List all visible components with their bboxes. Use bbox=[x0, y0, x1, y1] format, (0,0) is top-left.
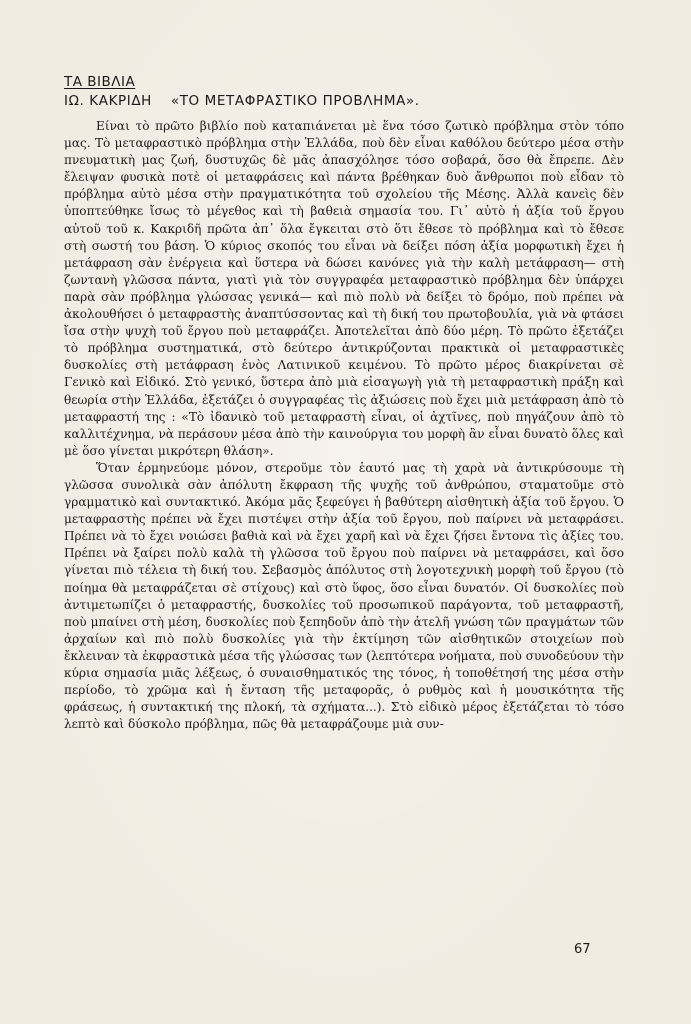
review-heading bbox=[64, 92, 624, 110]
page-number: 67 bbox=[574, 942, 591, 957]
body-paragraph-2: Ὅταν ἑρμηνεύομε μόνον, στεροῦμε τὸν ἑαυτό μας τὴ χαρὰ νὰ ἀντικρύσουμε τὴ γλῶσσα συνολικὰ σὰν ἀπόλυτη ἔκφραση τῆς ψυχῆς τοῦ ἀνθρώπου, σταματοῦμε στὸ γραμματικὸ καὶ συντακτικό. Ἀκόμα μᾶς ξεφεύγει ἡ βαθύτερη αἰσθητικὴ ἀξία τοῦ ἔργου. Ὁ μεταφραστὴς πρέπει νὰ ἔχει πιστέψει στὴν ἀξία τοῦ ἔργου, ποὺ παίρνει νὰ μεταφράσει. Πρέπει νὰ τὸ ἔχει νοιώσει βαθιὰ καὶ νὰ ἔχει χαρῆ καὶ νὰ ἔχει ζήσει ἔντονα τὶς ἀξίες του. Πρέπει νὰ ξαίρει πολὺ καλὰ τὴ γλῶσσα τοῦ ἔργου ποὺ παίρνει νὰ μεταφράσει, καὶ ὅσο γίνεται πιὸ τέλεια τὴ δική του. Σεβασμὸς ἀπόλυτος στὴ λογοτεχνικὴ μορφὴ τοῦ ἔργου (τὸ ποίημα θὰ μεταφράζεται σὲ στίχους) καὶ στὸ ὕφος, ὅσο εἶναι δυνατόν. Οἱ δυσκολίες ποὺ ἀντιμετωπίζει ὁ μεταφραστής, δυσκολίες τοῦ προσωπικοῦ παράγοντα, τοῦ μεταφραστῆ, ποὺ μπαίνει στὴ μέση, δυσκολίες ποὺ ξεπηδοῦν ἀπὸ τὴν ἀτελῆ γνώση τῶν πραγμάτων τῶν ἀρχαίων καὶ πιὸ πολὺ δυσκολίες γιὰ τὴν ἐκτίμηση τῶν αἰσθητικῶν στοιχείων ποὺ ἔκλειναν τὰ ἐκφραστικὰ μέσα τῆς γλώσσας των (λεπτότερα νοήματα, ποὺ συνοδεύουν τὴν κύρια σημασία μιᾶς λέξεως, ὁ συναισθηματικός της τόνος, ἡ τοποθέτησή της μέσα στὴν περίοδο, τὸ χρῶμα καὶ ἡ ἔνταση τῆς μεταφορᾶς, ὁ ρυθμὸς καὶ ἡ μουσικότητα τῆς φράσεως, ἡ συντακτική της πλοκή, τὰ σχήματα...). Στὸ εἰδικὸ μέρος ἐξετάζεται τὸ τόσο λεπτὸ καὶ δύσκολο πρόβλημα, πῶς θὰ μεταφράζουμε μιὰ συν- bbox=[64, 460, 624, 732]
body-paragraph-1: Είναι τὸ πρῶτο βιβλίο ποὺ καταπιάνεται μὲ ἕνα τόσο ζωτικὸ πρόβλημα στὸν τόπο μας. Τὸ μεταφραστικὸ πρόβλημα στὴν Ἑλλάδα, ποὺ δὲν εἶναι καθόλου δεύτερο μέσα στὴν πνευματικὴ μας ζωή, δυστυχῶς δὲ μᾶς ἀπασχόλησε τόσο σοβαρά, ὅσο θὰ ἔπρεπε. Δὲν ἔλειψαν φυσικὰ ποτὲ οἱ μεταφράσεις καὶ πάντα βρέθηκαν δυὸ ἄνθρωποι ποὺ εἶδαν τὸ πρόβλημα αὐτὸ μέσα στὴν πραγματικότητα τοῦ σχολείου τῆς Μέσης. Ἀλλὰ κανεὶς δὲν ὑποπτεύθηκε ἴσως τὸ μέγεθος καὶ τὴ βαθειὰ σημασία του. Γι᾿ αὐτὸ ἡ ἀξία τοῦ ἔργου αὐτοῦ τοῦ κ. Κακριδῆ πρῶτα ἀπ᾿ ὅλα ἔγκειται στὸ ὅτι ἔθεσε τὸ πρόβλημα καὶ τὸ ἔθεσε στὴ σωστή του βάση. Ὁ κύριος σκοπός του εἶναι νὰ δείξει πόση ἀξία μορφωτικὴ ἔχει ἡ μετάφραση σὰν ἐνέργεια καὶ ὕστερα νὰ δώσει κανόνες γιὰ τὴν καλὴ μετάφραση— στὴ ζωντανὴ γλῶσσα πάντα, γιατὶ γιὰ τὸν συγγραφέα μεταφραστικὸ πρόβλημα δὲν ὑπάρχει παρὰ σὰν πρόβλημα γλώσσας γενικά— καὶ πιὸ πολὺ νὰ δείξει τὸ δρόμο, ποὺ πρέπει νὰ ἀκολουθήσει ὁ μεταφραστὴς ἀναπτύσσοντας καὶ τὴ δική του πρωτοβουλία, γιὰ νὰ φτάσει ἴσα στὴν ψυχὴ τοῦ ἔργου ποὺ μεταφράζει. Ἀποτελεῖται ἀπὸ δύο μέρη. Τὸ πρῶτο ἐξετάζει τὸ πρόβλημα συστηματικά, στὸ δεύτερο ἀντικρύζονται πρακτικὰ οἱ μεταφραστικὲς δυσκολίες στὴ μετάφραση ἑνὸς Λατινικοῦ κειμένου. Τὸ πρῶτο μέρος διακρίνεται σὲ Γενικὸ καὶ Εἰδικό. Στὸ γενικό, ὕστερα ἀπὸ μιὰ εἰσαγωγὴ γιὰ τὴ μεταφραστικὴ πράξη καὶ θεωρία στὴν Ἑλλάδα, ἐξετάζει ὁ συγγραφέας τὶς ἀξιώσεις ποὺ ἔχει μιὰ μετάφραση ἀπὸ τὸ μεταφραστή της : «Τὸ ἰδανικὸ τοῦ μεταφραστὴ εἶναι, οἱ ἀχτῖνες, ποὺ πηγάζουν ἀπὸ τὸ καλλιτέχνημα, νὰ περάσουν μέσα ἀπὸ τὴν καινούργια του μορφὴ ἂν εἶναι δυνατὸ ὅλες καὶ μὲ ὅσο γίνεται μικρότερη θλάση». bbox=[64, 119, 624, 458]
section-label: ΤΑ ΒΙΒΛΙΑ bbox=[64, 74, 136, 90]
book-title: «ΤΟ ΜΕΤΑΦΡΑΣΤΙΚΟ ΠΡΟΒΛΗΜΑ». bbox=[170, 93, 420, 109]
book-author: ΙΩ. ΚΑΚΡΙΔΗ bbox=[64, 93, 152, 109]
page-content bbox=[64, 74, 624, 733]
